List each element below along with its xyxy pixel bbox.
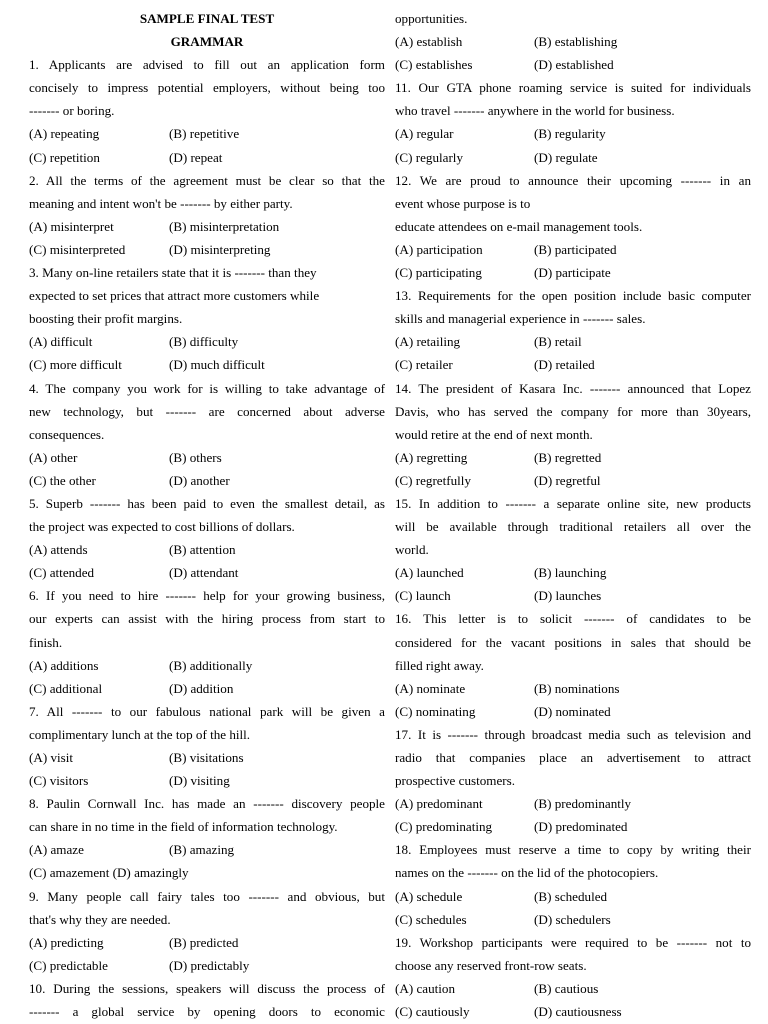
answer-options-row — [29, 330, 385, 353]
question-text-line: the project was expected to cost billions of dollars. — [29, 519, 295, 535]
test-title: SAMPLE FINAL TEST — [139, 11, 275, 26]
answer-option: (C) more difficult — [29, 357, 122, 373]
answer-options-row — [395, 146, 751, 169]
question-text-line: choose any reserved front-row seats. — [395, 957, 587, 973]
question-text-line: radio that companies place an advertisement to attract — [395, 750, 751, 765]
question-text-line: 12. We are proud to announce their upcoming ------- in an — [395, 172, 751, 188]
question-text-line: skills and managerial experience in ------- sales. — [395, 311, 646, 327]
answer-options-row — [395, 30, 751, 53]
answer-option: (A) predicting — [29, 934, 104, 950]
answer-options-row — [395, 700, 751, 723]
answer-option: (B) regularity — [534, 126, 606, 142]
answer-option: (C) predictable — [29, 957, 108, 973]
answer-option: (C) visitors — [29, 773, 89, 789]
question-text-line: (C) amazement (D) amazingly — [29, 865, 189, 881]
answer-options-row — [29, 353, 385, 376]
answer-option: (B) others — [169, 449, 222, 465]
answer-options-row — [29, 122, 385, 145]
answer-option: (C) launch — [395, 588, 451, 604]
answer-option: (B) additionally — [169, 657, 253, 673]
left-column — [29, 7, 385, 1023]
answer-option: (B) attention — [169, 542, 236, 558]
answer-option: (D) schedulers — [534, 911, 611, 927]
question-text-line: 13. Requirements for the open position include basic computer — [395, 288, 751, 304]
question-text-line: 14. The president of Kasara Inc. ------- announced that Lopez — [395, 380, 751, 396]
question-text-line: complimentary lunch at the top of the hill. — [29, 726, 251, 742]
question-text-line: 18. Employees must reserve a time to copy by writing their — [395, 842, 751, 858]
question-text-line: considered for the vacant positions in sales that should be — [395, 634, 751, 650]
question-text-line: filled right away. — [395, 657, 484, 673]
question-text-line: ------- a global service by opening doors to economic — [29, 1004, 385, 1020]
answer-options-row — [395, 677, 751, 700]
question-text-line: our experts can assist with the hiring process from start to — [29, 611, 385, 627]
question-text-line: meaning and intent won't be ------- by either party. — [29, 195, 293, 211]
answer-options-row — [395, 908, 751, 931]
question-text-line: finish. — [29, 634, 63, 650]
answer-option: (A) launched — [395, 565, 464, 581]
answer-options-row — [395, 330, 751, 353]
answer-options-row — [29, 469, 385, 492]
question-text-line: 19. Workshop participants were required to be ------- not to — [395, 934, 751, 950]
answer-option: (A) establish — [395, 34, 463, 50]
answer-option: (D) predominated — [534, 819, 628, 835]
answer-option: (D) nominated — [534, 703, 611, 719]
answer-option: (A) participation — [395, 241, 483, 257]
answer-option: (A) nominate — [395, 680, 466, 696]
answer-option: (C) retailer — [395, 357, 453, 373]
question-text-line: who travel ------- anywhere in the world for business. — [395, 103, 675, 119]
answer-option: (D) launches — [534, 588, 602, 604]
answer-option: (A) schedule — [395, 888, 463, 904]
answer-option: (A) additions — [29, 657, 99, 673]
question-text-line: 4. The company you work for is willing to take advantage of — [29, 380, 385, 396]
question-text-line: expected to set prices that attract more customers while — [29, 288, 320, 304]
question-text-line: 8. Paulin Cornwall Inc. has made an ------- discovery people — [29, 796, 385, 812]
answer-options-row — [395, 446, 751, 469]
answer-option: (A) difficult — [29, 334, 93, 350]
answer-option: (A) amaze — [29, 842, 84, 858]
answer-option: (B) establishing — [534, 34, 618, 50]
answer-option: (C) establishes — [395, 57, 473, 73]
answer-options-row — [395, 238, 751, 261]
answer-option: (B) scheduled — [534, 888, 608, 904]
answer-options-row — [29, 215, 385, 238]
answer-option: (A) misinterpret — [29, 218, 114, 234]
question-text-line: opportunities. — [395, 11, 468, 26]
answer-option: (D) cautiousness — [534, 1004, 622, 1020]
test-subtitle: GRAMMAR — [170, 34, 244, 50]
answer-options-row — [395, 885, 751, 908]
answer-option: (B) regretted — [534, 449, 602, 465]
answer-option: (D) another — [169, 472, 230, 488]
answer-option: (A) retailing — [395, 334, 461, 350]
answer-option: (D) misinterpreting — [169, 241, 271, 257]
answer-option: (D) retailed — [534, 357, 595, 373]
question-text-line: would retire at the end of next month. — [395, 426, 593, 442]
question-text-line: new technology, but ------- are concerned about adverse — [29, 403, 385, 419]
answer-options-row — [395, 122, 751, 145]
answer-options-row — [395, 353, 751, 376]
answer-options-row — [395, 977, 751, 1000]
question-text-line: consequences. — [29, 426, 105, 442]
answer-option: (D) attendant — [169, 565, 239, 581]
answer-options-row — [29, 746, 385, 769]
answer-option: (B) visitations — [169, 750, 244, 765]
question-text-line: 11. Our GTA phone roaming service is suited for individuals — [395, 80, 751, 96]
answer-options-row — [29, 838, 385, 861]
answer-options-row — [29, 769, 385, 792]
answer-option: (B) participated — [534, 241, 617, 257]
answer-option: (A) regular — [395, 126, 454, 142]
question-text-line: 5. Superb ------- has been paid to even the smallest detail, as — [29, 495, 385, 511]
answer-option: (C) nominating — [395, 703, 476, 719]
question-text-line: 10. During the sessions, speakers will discuss the process of — [29, 980, 385, 996]
answer-option: (C) schedules — [395, 911, 467, 927]
answer-options-row — [395, 469, 751, 492]
answer-option: (C) misinterpreted — [29, 241, 126, 257]
answer-options-row — [29, 238, 385, 261]
answer-options-row — [29, 446, 385, 469]
answer-option: (B) difficulty — [169, 334, 239, 350]
answer-option: (C) additional — [29, 680, 103, 696]
question-text-line: world. — [395, 542, 429, 558]
answer-option: (C) predominating — [395, 819, 493, 835]
question-text-line: 7. All ------- to our fabulous national park will be given a — [29, 703, 385, 719]
answer-option: (D) regulate — [534, 149, 598, 165]
question-text-line: ------- or boring. — [29, 103, 115, 119]
question-text-line: 17. It is ------- through broadcast media such as television and — [395, 726, 751, 742]
answer-option: (C) cautiously — [395, 1004, 470, 1020]
question-text-line: concisely to impress potential employers, without being too — [29, 80, 385, 96]
question-text-line: 3. Many on-line retailers state that it is ------- than they — [29, 265, 317, 281]
answer-option: (A) repeating — [29, 126, 100, 142]
answer-options-row — [395, 561, 751, 584]
answer-options-row — [29, 146, 385, 169]
answer-options-row — [29, 561, 385, 584]
question-text-line: event whose purpose is to — [395, 195, 531, 211]
answer-options-row — [395, 53, 751, 76]
question-text-line: boosting their profit margins. — [29, 311, 183, 327]
answer-option: (B) retail — [534, 334, 582, 350]
answer-options-row — [395, 584, 751, 607]
right-column — [395, 7, 751, 1023]
answer-option: (C) regretfully — [395, 472, 471, 488]
question-text-line: 15. In addition to ------- a separate online site, new products — [395, 495, 751, 511]
answer-option: (D) repeat — [169, 149, 223, 165]
answer-option: (B) repetitive — [169, 126, 240, 142]
answer-option: (B) misinterpretation — [169, 218, 280, 234]
question-text-line: prospective customers. — [395, 773, 515, 789]
question-text-line: 1. Applicants are advised to fill out an application form — [29, 57, 385, 73]
question-text-line: that's why they are needed. — [29, 911, 171, 927]
question-text-line: 9. Many people call fairy tales too ------- and obvious, but — [29, 888, 385, 904]
answer-option: (D) visiting — [169, 773, 230, 789]
question-text-line: 16. This letter is to solicit ------- of candidates to be — [395, 611, 751, 627]
answer-option: (A) regretting — [395, 449, 468, 465]
answer-options-row — [395, 792, 751, 815]
answer-option: (A) caution — [395, 980, 455, 996]
answer-option: (C) the other — [29, 472, 96, 488]
answer-option: (A) attends — [29, 542, 88, 558]
answer-option: (B) amazing — [169, 842, 235, 858]
answer-option: (A) other — [29, 449, 78, 465]
answer-options-row — [29, 931, 385, 954]
answer-option: (D) predictably — [169, 957, 250, 973]
answer-option: (B) launching — [534, 565, 607, 581]
question-text-line: 2. All the terms of the agreement must be clear so that the — [29, 172, 385, 188]
answer-options-row — [395, 1000, 751, 1023]
question-text-line: Davis, who has served the company for more than 30years, — [395, 403, 751, 419]
answer-options-row — [29, 954, 385, 977]
answer-option: (A) predominant — [395, 796, 483, 812]
question-text-line: 6. If you need to hire ------- help for your growing business, — [29, 588, 385, 604]
answer-option: (C) participating — [395, 265, 482, 281]
answer-option: (B) nominations — [534, 680, 620, 696]
answer-option: (B) cautious — [534, 980, 599, 996]
answer-options-row — [29, 538, 385, 561]
answer-option: (D) much difficult — [169, 357, 265, 373]
answer-option: (C) regularly — [395, 149, 463, 165]
answer-option: (D) participate — [534, 265, 611, 281]
answer-option: (D) regretful — [534, 472, 601, 488]
answer-option: (C) attended — [29, 565, 95, 581]
answer-option: (D) addition — [169, 680, 234, 696]
answer-options-row — [29, 677, 385, 700]
answer-options-row — [395, 815, 751, 838]
question-text-line: names on the ------- on the lid of the photocopiers. — [395, 865, 659, 881]
question-text-line: can share in no time in the field of information technology. — [29, 819, 338, 835]
answer-option: (A) visit — [29, 750, 74, 765]
answer-option: (B) predominantly — [534, 796, 632, 812]
answer-options-row — [395, 261, 751, 284]
answer-option: (C) repetition — [29, 149, 100, 165]
answer-options-row — [29, 654, 385, 677]
question-text-line: will be available through traditional retailers all over the — [395, 519, 751, 535]
answer-option: (B) predicted — [169, 934, 239, 950]
question-text-line: educate attendees on e-mail management tools. — [395, 218, 643, 234]
answer-option: (D) established — [534, 57, 614, 73]
